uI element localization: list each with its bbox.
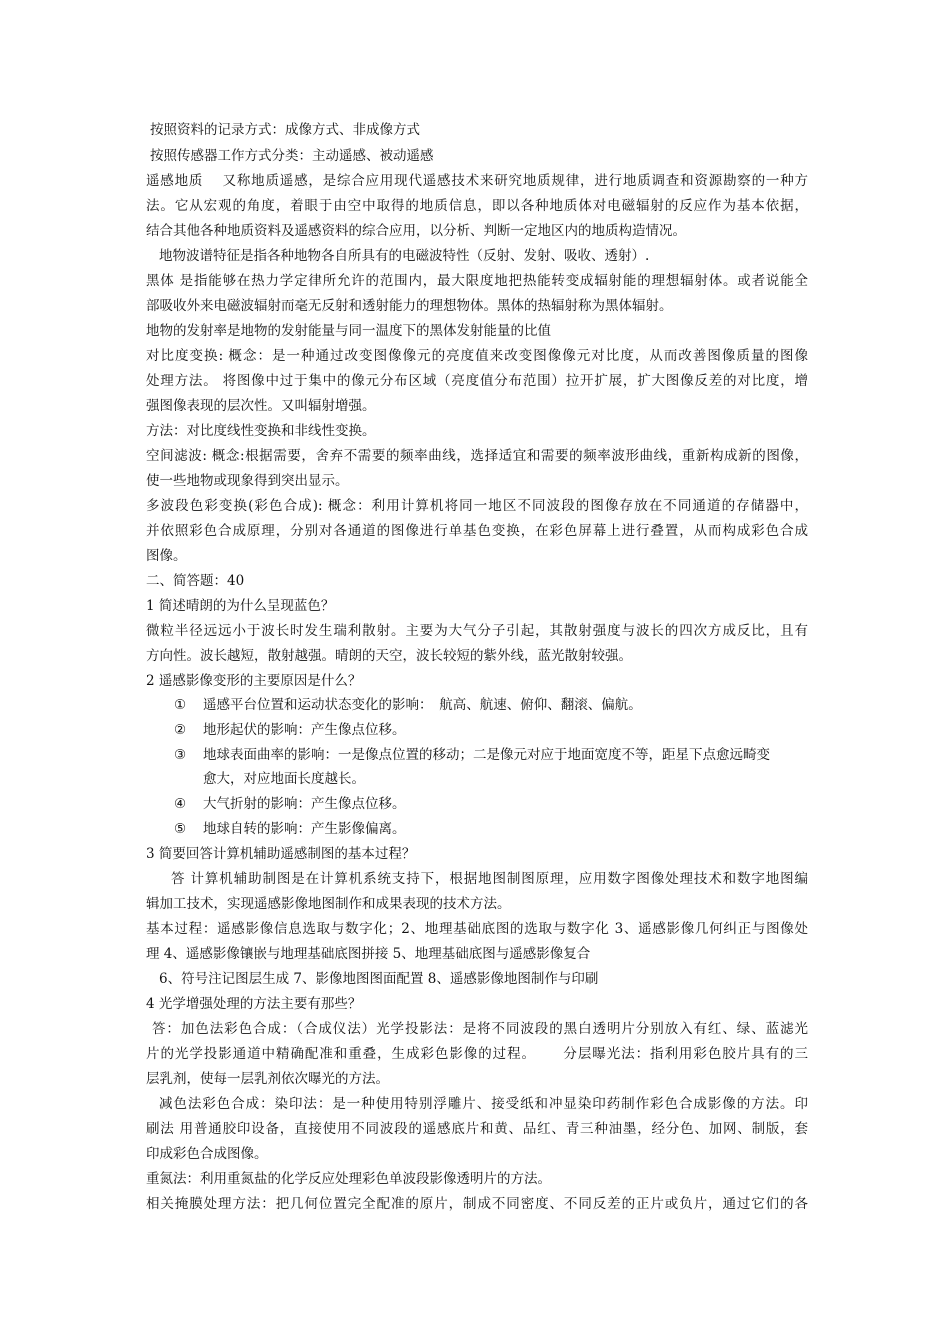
text-line: 结合其他各种地质资料及遥感资料的综合应用，以分析、判断一定地区内的地质构造情况。: [146, 223, 686, 239]
list-item-text: 大气折射的影响：产生像点位移。: [203, 796, 406, 812]
list-item-text: 地形起伏的影响：产生像点位移。: [203, 722, 406, 738]
list-item-text: 地球自转的影响：产生影像偏离。: [203, 821, 406, 837]
text-line: 理 4、遥感影像镶嵌与地理基础底图拼接 5、地理基础底图与遥感影像复合: [146, 946, 591, 962]
section-heading: 二、简答题：40: [146, 573, 245, 589]
text-line: 层乳剂，使每一层乳剂依次曝光的方法。: [146, 1071, 389, 1087]
text-line: 刷法 用普通胶印设备，直接使用不同波段的遥感底片和黄、品红、青三种油墨，经分色、加网、制版，套: [146, 1121, 808, 1137]
list-marker: ④: [174, 796, 187, 812]
text-line: 法。它从宏观的角度，着眼于由空中取得的地质信息，即以各种地质体对电磁辐射的反应作为基本依据，: [146, 198, 808, 214]
list-item: [174, 745, 808, 765]
text-line: 多波段色彩变换(彩色合成): 概念：利用计算机将同一地区不同波段的图像存放在不同通道的存储器中，: [146, 498, 808, 514]
text-line: 遥感地质 又称地质遥感，是综合应用现代遥感技术来研究地质规律，进行地质调查和资源勘察的一种方: [146, 173, 808, 189]
question-heading: 4 光学增强处理的方法主要有那些？: [146, 996, 362, 1012]
text-line: 黑体 是指能够在热力学定律所允许的范围内，最大限度地把热能转变成辐射能的理想辐射体。或者说能全: [146, 273, 808, 289]
text-line: 印成彩色合成图像。: [146, 1146, 268, 1162]
text-line: 方法：对比度线性变换和非线性变换。: [146, 423, 376, 439]
text-line: 相关掩膜处理方法：把几何位置完全配准的原片，制成不同密度、不同反差的正片或负片，通过它们的各: [146, 1196, 808, 1212]
list-item: [174, 794, 808, 814]
text-line: 答 计算机辅助制图是在计算机系统支持下，根据地图制图原理，应用数字图像处理技术和数字地图编: [171, 871, 808, 887]
text-line: 答：加色法彩色合成：（合成仪法）光学投影法：是将不同波段的黑白透明片分别放入有红、绿、蓝滤光: [152, 1021, 808, 1037]
list-marker: ③: [174, 747, 187, 763]
text-line: 并依照彩色合成原理，分别对各通道的图像进行单基色变换，在彩色屏幕上进行叠置，从而构成彩色合成: [146, 523, 808, 539]
list-item-text: 遥感平台位置和运动状态变化的影响： 航高、航速、俯仰、翻滚、偏航。: [203, 697, 642, 713]
text-line: 辑加工技术，实现遥感影像地图制作和成果表现的技术方法。: [146, 896, 511, 912]
text-line: 地物的发射率是地物的发射能量与同一温度下的黑体发射能量的比值: [146, 323, 551, 339]
list-item-continuation: 愈大，对应地面长度越长。: [203, 771, 365, 787]
text-line: 地物波谱特征是指各种地物各自所具有的电磁波特性（反射、发射、吸收、透射）.: [159, 248, 650, 264]
list-item: [174, 695, 808, 715]
question-heading: 3 简要回答计算机辅助遥感制图的基本过程？: [146, 846, 416, 862]
text-line: 片的光学投影通道中精确配准和重叠，生成彩色影像的过程。 分层曝光法：指利用彩色胶片具有的三: [146, 1046, 808, 1062]
list-item: [174, 720, 808, 740]
list-marker: ⑤: [174, 821, 187, 837]
text-line: 6、符号注记图层生成 7、影像地图图面配置 8、遥感影像地图制作与印刷: [159, 971, 599, 987]
text-line: 对比度变换: 概念：是一种通过改变图像像元的亮度值来改变图像像元对比度，从而改善图像质量的图像: [146, 348, 808, 364]
text-line: 微粒半径远远小于波长时发生瑞利散射。主要为大气分子引起，其散射强度与波长的四次方成反比，且有: [146, 623, 808, 639]
question-heading: 2 遥感影像变形的主要原因是什么？: [146, 673, 362, 689]
text-line: 重氮法：利用重氮盐的化学反应处理彩色单波段影像透明片的方法。: [146, 1171, 551, 1187]
text-line: 强图像表现的层次性。又叫辐射增强。: [146, 398, 376, 414]
list-item: [174, 819, 808, 839]
text-line: 减色法彩色合成：染印法：是一种使用特别浮雕片、接受纸和冲显染印药制作彩色合成影像的方法。印: [159, 1096, 808, 1112]
list-item-text: 地球表面曲率的影响：一是像点位置的移动；二是像元对应于地面宽度不等，距星下点愈远畸变: [203, 747, 770, 763]
text-line: 基本过程：遥感影像信息选取与数字化；2、地理基础底图的选取与数字化 3、遥感影像几何纠正与图像处: [146, 921, 808, 937]
text-line: 方向性。波长越短，散射越强。晴朗的天空，波长较短的紫外线，蓝光散射较强。: [146, 648, 632, 664]
list-marker: ①: [174, 697, 187, 713]
text-line: 处理方法。 将图像中过于集中的像元分布区域（亮度值分布范围）拉开扩展，扩大图像反差的对比度，增: [146, 373, 808, 389]
text-line: 空间滤波: 概念:根据需要，舍弃不需要的频率曲线，选择适宜和需要的频率波形曲线，重新构成新的图像，: [146, 448, 808, 464]
question-heading: 1 简述晴朗的为什么呈现蓝色？: [146, 598, 335, 614]
text-line: 使一些地物或现象得到突出显示。: [146, 473, 349, 489]
text-line: 部吸收外来电磁波辐射而毫无反射和透射能力的理想物体。黑体的热辐射称为黑体辐射。: [146, 298, 673, 314]
list-marker: ②: [174, 722, 187, 738]
text-line: 图像。: [146, 548, 187, 564]
text-line: 按照资料的记录方式：成像方式、非成像方式: [150, 122, 420, 138]
text-line: 按照传感器工作方式分类：主动遥感、被动遥感: [150, 148, 434, 164]
